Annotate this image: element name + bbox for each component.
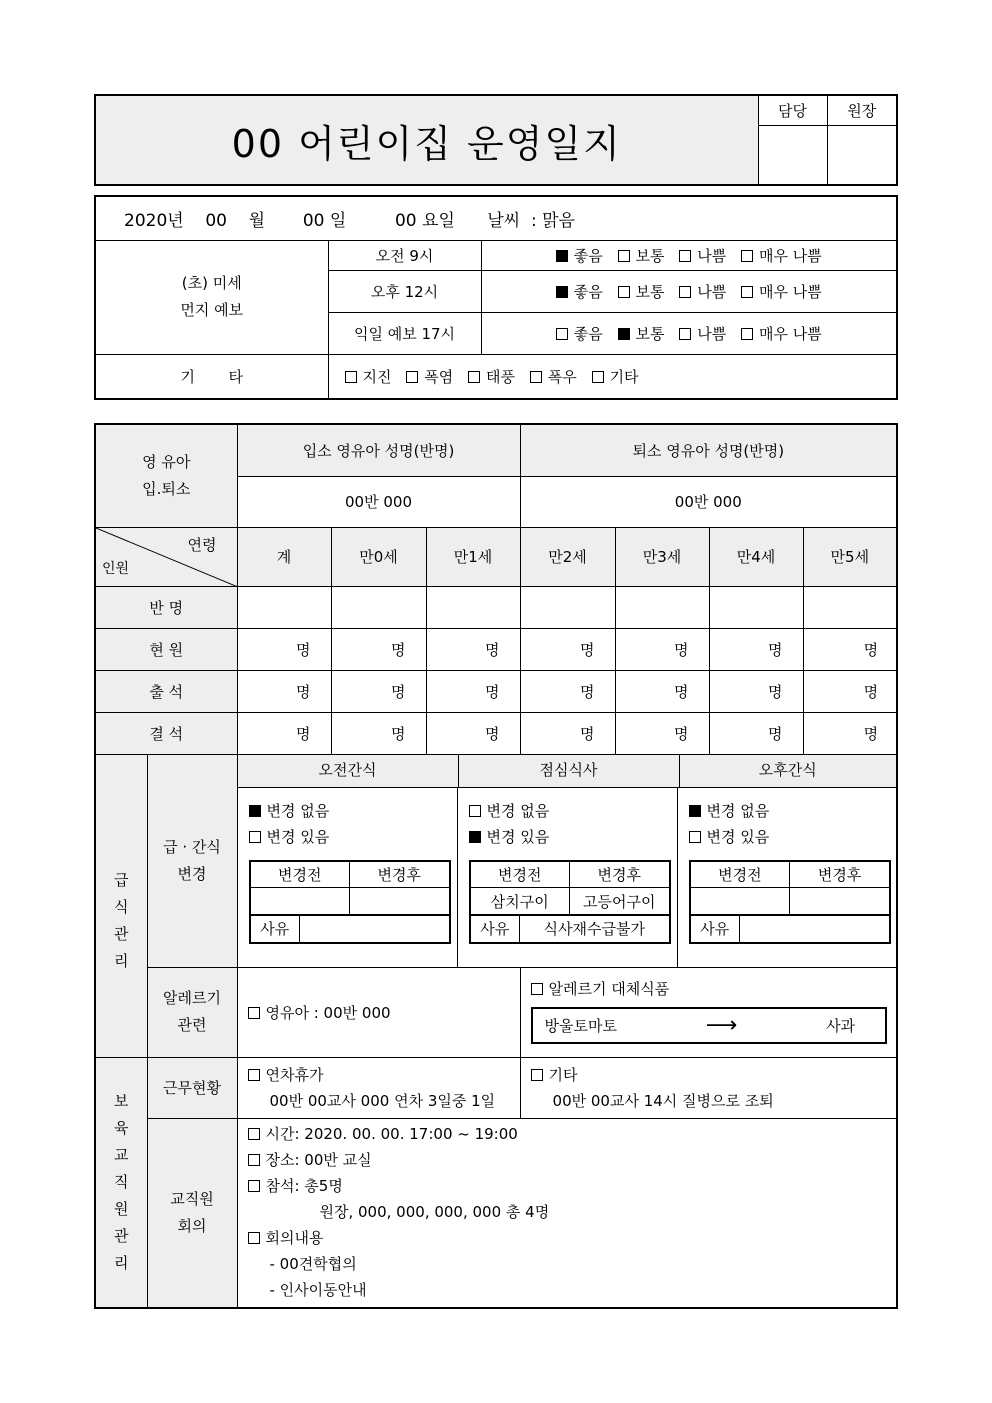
approval-header-manager: 담당	[758, 95, 827, 125]
age-header: 만0세	[331, 527, 426, 586]
enrolled-cell[interactable]: 명	[426, 628, 520, 670]
present-cell[interactable]: 명	[331, 670, 426, 712]
meal-change-table: 변경전 변경후	[249, 860, 451, 916]
meal-change-table: 변경전 변경후 삼치구이 고등어구이	[469, 860, 671, 916]
class-cell[interactable]	[520, 586, 615, 628]
present-cell[interactable]: 명	[709, 670, 803, 712]
enrolled-cell[interactable]: 명	[520, 628, 615, 670]
meal-change-label: 급 · 간식 변경	[147, 754, 237, 967]
checkbox-icon	[249, 831, 261, 843]
meal-body-row	[237, 787, 897, 967]
approval-sign-manager[interactable]	[758, 125, 827, 185]
diag-header-cell: 연령 인원	[95, 527, 237, 586]
etc-options	[328, 354, 897, 399]
checkbox-icon	[406, 371, 418, 383]
checkbox-icon	[248, 1007, 260, 1019]
meeting-line[interactable]: 장소: 00반 교실	[248, 1147, 897, 1173]
date-weather-row: 2020년 00 월 00 일 00 요일 날씨 : 맑음	[95, 196, 897, 240]
class-cell[interactable]	[709, 586, 803, 628]
header-table	[94, 94, 898, 186]
meal-option[interactable]: 변경 있음	[249, 824, 451, 850]
enrolled-cell[interactable]: 명	[709, 628, 803, 670]
checkbox-icon	[468, 371, 480, 383]
meal-option[interactable]: 변경 있음	[689, 824, 892, 850]
meal-option[interactable]: 변경 있음	[469, 824, 671, 850]
meal-column-afternoon	[678, 788, 897, 967]
checkbox-icon	[469, 831, 481, 843]
etc-option[interactable]: 지진	[345, 368, 392, 386]
dust-options-row-2	[481, 270, 897, 312]
admit-header: 입소 영유아 성명(반명)	[237, 424, 520, 476]
meal-reason-table: 사유 식사재수급불가	[469, 915, 671, 944]
dust-time: 오후 12시	[328, 270, 481, 312]
checkbox-icon	[592, 371, 604, 383]
dust-option[interactable]: 매우 나쁨	[741, 247, 822, 265]
absent-cell[interactable]: 명	[615, 712, 709, 754]
approval-header-director: 원장	[827, 95, 897, 125]
meeting-label: 교직원 회의	[147, 1118, 237, 1308]
enrolled-cell[interactable]: 명	[237, 628, 331, 670]
absent-cell[interactable]: 명	[331, 712, 426, 754]
age-header: 만2세	[520, 527, 615, 586]
checkbox-icon	[248, 1128, 260, 1140]
meal-title-afternoon: 오후간식	[680, 755, 897, 787]
age-header: 계	[237, 527, 331, 586]
leave-value[interactable]: 00반 000	[520, 476, 897, 527]
meeting-line[interactable]: 회의내용	[248, 1225, 897, 1251]
checkbox-icon	[248, 1232, 260, 1244]
entry-label-cell: 영 유아 입.퇴소	[95, 424, 237, 527]
etc-option[interactable]: 폭우	[530, 368, 577, 386]
checkbox-icon	[530, 371, 542, 383]
class-cell[interactable]	[331, 586, 426, 628]
checkbox-icon	[618, 286, 630, 298]
class-cell[interactable]	[237, 586, 331, 628]
class-cell[interactable]	[426, 586, 520, 628]
dust-options-row-1	[481, 240, 897, 270]
checkbox-icon	[618, 250, 630, 262]
dust-option[interactable]: 나쁨	[679, 283, 726, 301]
age-header: 만4세	[709, 527, 803, 586]
checkbox-icon	[249, 805, 261, 817]
staff-section-label: 보 육 교 직 원 관 리	[95, 1057, 147, 1308]
row-label-present: 출 석	[95, 670, 237, 712]
allergy-substitute-option[interactable]: 알레르기 대체식품	[531, 976, 888, 1002]
dust-option[interactable]: 좋음	[556, 325, 603, 343]
present-cell[interactable]: 명	[237, 670, 331, 712]
dust-option[interactable]: 매우 나쁨	[741, 283, 822, 301]
meal-option[interactable]: 변경 없음	[249, 798, 451, 824]
checkbox-icon	[556, 286, 568, 298]
meal-column-lunch	[458, 788, 678, 967]
dust-option[interactable]: 보통	[618, 325, 665, 343]
meeting-line: 원장, 000, 000, 000, 000 총 4명	[319, 1202, 550, 1221]
checkbox-icon	[679, 250, 691, 262]
allergy-child-cell	[237, 967, 520, 1057]
row-label-enrolled: 현 원	[95, 628, 237, 670]
checkbox-icon	[556, 328, 568, 340]
info-table	[94, 195, 898, 400]
enrolled-cell[interactable]: 명	[803, 628, 897, 670]
age-header: 만1세	[426, 527, 520, 586]
meal-reason-table: 사유	[689, 915, 892, 944]
absent-cell[interactable]: 명	[709, 712, 803, 754]
etc-option[interactable]: 기타	[592, 368, 639, 386]
present-cell[interactable]: 명	[615, 670, 709, 712]
enrolled-cell[interactable]: 명	[615, 628, 709, 670]
arrow-right-icon: ⟶	[705, 1012, 738, 1038]
dust-options-row-3	[481, 312, 897, 354]
dust-time: 익일 예보 17시	[328, 312, 481, 354]
doc-title: 00 어린이집 운영일지	[231, 121, 622, 166]
work-status-label: 근무현황	[147, 1057, 237, 1118]
checkbox-icon	[556, 250, 568, 262]
work-etc-cell: 기타 00반 00교사 14시 질병으로 조퇴	[520, 1057, 897, 1118]
weather-value: 맑음	[542, 210, 575, 231]
meeting-line: - 00견학협의	[269, 1254, 357, 1273]
leave-cell: 연차휴가 00반 00교사 000 연차 3일중 1일	[237, 1057, 520, 1118]
row-label-absent: 결 석	[95, 712, 237, 754]
dust-option[interactable]: 보통	[618, 283, 665, 301]
checkbox-icon	[689, 805, 701, 817]
age-header: 만3세	[615, 527, 709, 586]
checkbox-icon	[345, 371, 357, 383]
meeting-content	[237, 1118, 897, 1308]
work-etc-option[interactable]: 기타	[531, 1062, 897, 1088]
allergy-child-option[interactable]: 영유아 : 00반 000	[248, 1004, 391, 1022]
meeting-line[interactable]: 참석: 총5명	[248, 1173, 897, 1199]
present-cell[interactable]: 명	[803, 670, 897, 712]
checkbox-icon	[248, 1180, 260, 1192]
allergy-label: 알레르기 관련	[147, 967, 237, 1057]
absent-cell[interactable]: 명	[426, 712, 520, 754]
dust-time: 오전 9시	[328, 240, 481, 270]
checkbox-icon	[531, 1069, 543, 1081]
approval-sign-director[interactable]	[827, 125, 897, 185]
allergy-substitute-box: 방울토마토 ⟶ 사과	[531, 1007, 888, 1044]
row-label-class: 반 명	[95, 586, 237, 628]
meal-section-label: 급 식 관 리	[95, 754, 147, 1057]
meal-title-morning: 오전간식	[238, 755, 459, 787]
age-header: 만5세	[803, 527, 897, 586]
checkbox-icon	[469, 805, 481, 817]
checkbox-icon	[741, 328, 753, 340]
dust-option[interactable]: 매우 나쁨	[741, 325, 822, 343]
checkbox-icon	[248, 1069, 260, 1081]
dust-option[interactable]: 좋음	[556, 247, 603, 265]
meal-title-lunch: 점심식사	[459, 755, 680, 787]
admit-value[interactable]: 00반 000	[237, 476, 520, 527]
meal-column-morning	[238, 788, 458, 967]
checkbox-icon	[248, 1154, 260, 1166]
etc-label-cell: 기 타	[95, 354, 328, 399]
absent-cell[interactable]: 명	[803, 712, 897, 754]
absent-cell[interactable]: 명	[237, 712, 331, 754]
meal-reason-table: 사유	[249, 915, 451, 944]
checkbox-icon	[679, 286, 691, 298]
leave-header: 퇴소 영유아 성명(반명)	[520, 424, 897, 476]
meal-option[interactable]: 변경 없음	[689, 798, 892, 824]
checkbox-icon	[618, 328, 630, 340]
meeting-line[interactable]: 시간: 2020. 00. 00. 17:00 ~ 19:00	[248, 1121, 897, 1147]
dust-option[interactable]: 좋음	[556, 283, 603, 301]
checkbox-icon	[679, 328, 691, 340]
dust-option[interactable]: 나쁨	[679, 247, 726, 265]
checkbox-icon	[741, 286, 753, 298]
doc-title-cell	[95, 95, 758, 185]
dust-label-cell: (초) 미세 먼지 예보	[95, 240, 328, 354]
class-cell[interactable]	[615, 586, 709, 628]
present-cell[interactable]: 명	[426, 670, 520, 712]
absent-cell[interactable]: 명	[520, 712, 615, 754]
etc-option[interactable]: 폭염	[406, 368, 453, 386]
meeting-line: - 인사이동안내	[269, 1280, 367, 1299]
meal-change-table: 변경전 변경후	[689, 860, 892, 916]
dust-option[interactable]: 보통	[618, 247, 665, 265]
checkbox-icon	[741, 250, 753, 262]
main-table	[94, 423, 898, 1309]
etc-option[interactable]: 태풍	[468, 368, 515, 386]
leave-option[interactable]: 연차휴가	[248, 1062, 520, 1088]
enrolled-cell[interactable]: 명	[331, 628, 426, 670]
checkbox-icon	[689, 831, 701, 843]
meal-option[interactable]: 변경 없음	[469, 798, 671, 824]
checkbox-icon	[531, 983, 543, 995]
class-cell[interactable]	[803, 586, 897, 628]
allergy-substitute-cell	[520, 967, 897, 1057]
dust-option[interactable]: 나쁨	[679, 325, 726, 343]
present-cell[interactable]: 명	[520, 670, 615, 712]
meal-titles-row	[237, 754, 897, 787]
